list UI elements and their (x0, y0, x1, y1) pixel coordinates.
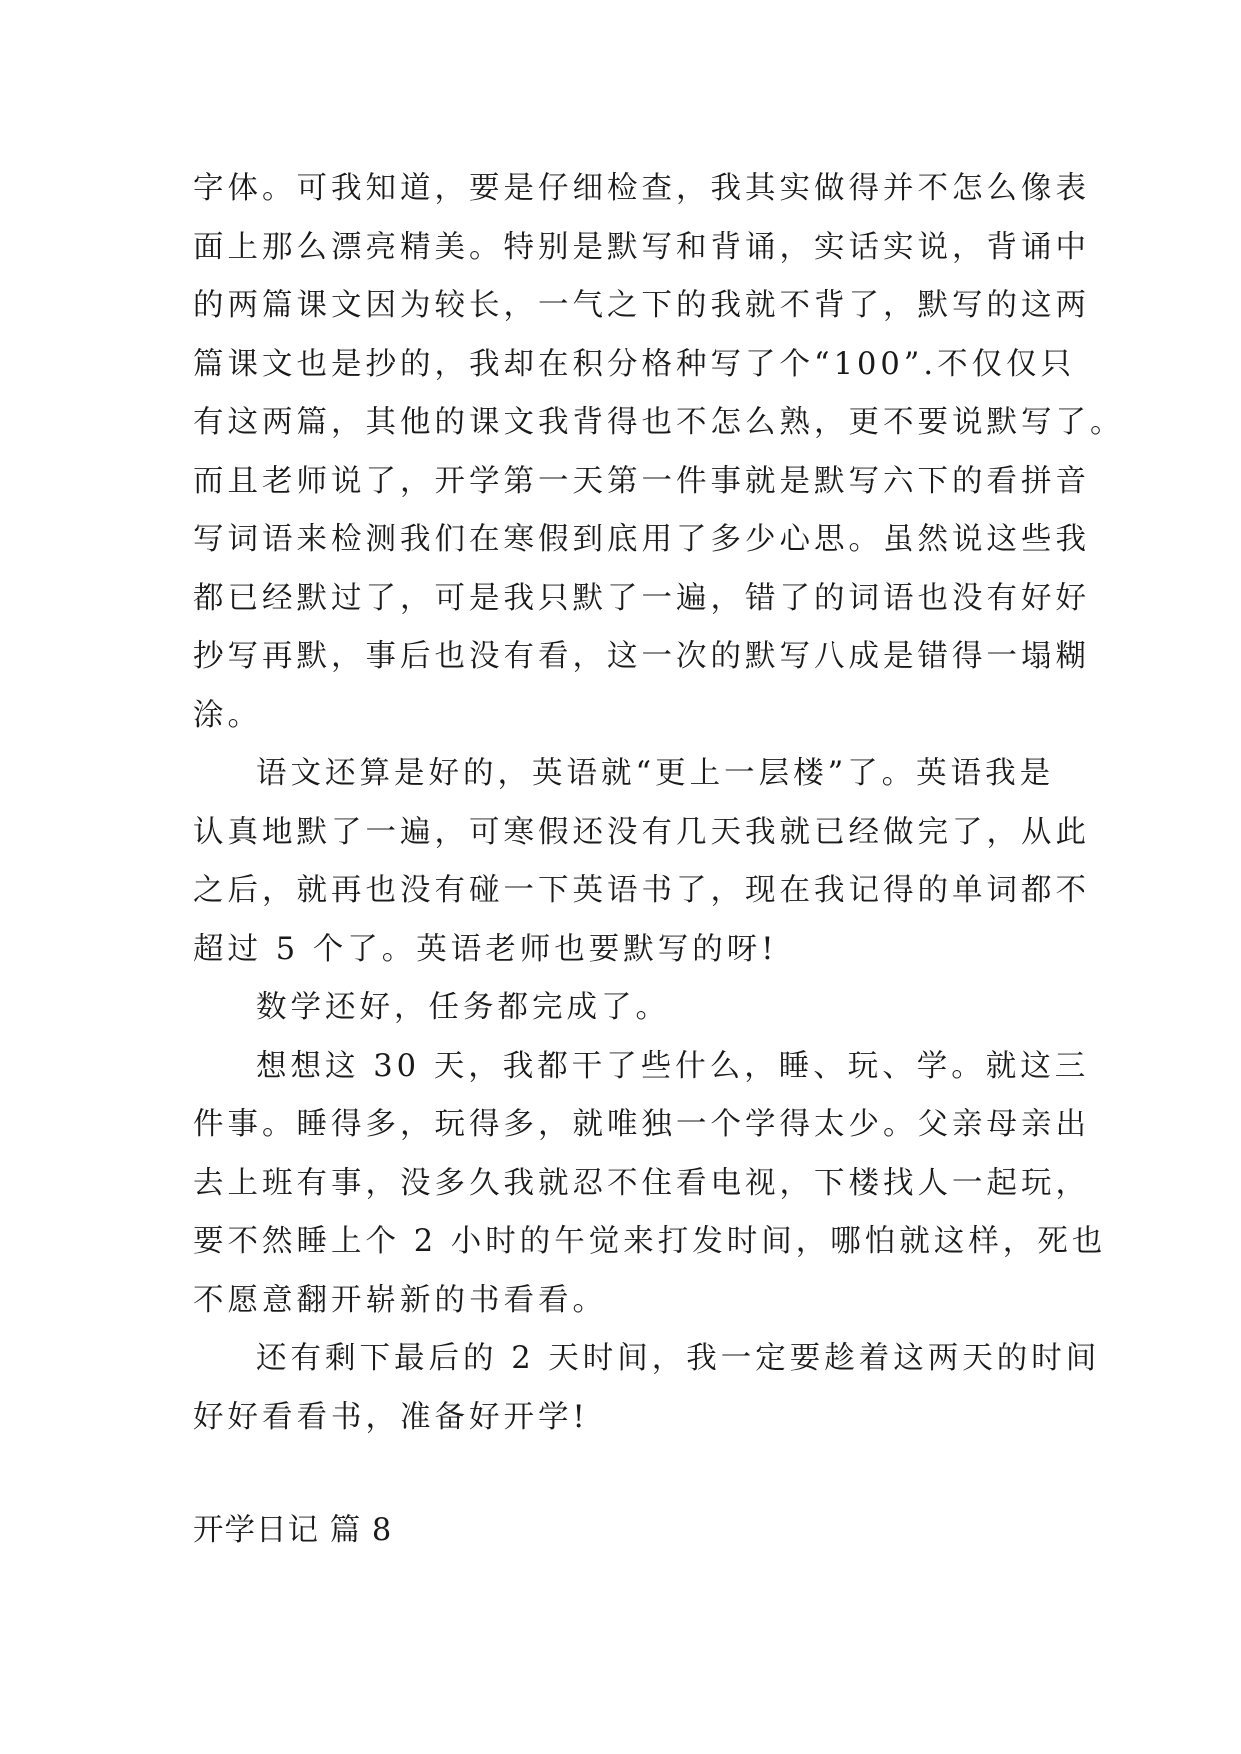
text-line: 都已经默过了，可是我只默了一遍，错了的词语也没有好好 (193, 580, 1090, 616)
document-body (193, 160, 1125, 1447)
text-line: 篇课文也是抄的，我却在积分格种写了个“100”.不仅仅只 (193, 346, 1076, 382)
text-line: 有这两篇，其他的课文我背得也不怎么熟，更不要说默写了。 (193, 405, 1125, 440)
text-line: 数学还好，任务都完成了。 (256, 990, 670, 1025)
text-line: 还有剩下最后的 2 天时间，我一定要趁着这两天的时间 (256, 1341, 1101, 1376)
text-line: 的两篇课文因为较长，一气之下的我就不背了，默写的这两 (193, 288, 1090, 323)
paragraph-4 (193, 1038, 1107, 1331)
paragraph-5 (193, 1330, 1101, 1447)
text-line: 想想这 30 天，我都干了些什么，睡、玩、学。就这三 (256, 1048, 1090, 1084)
text-line: 写词语来检测我们在寒假到底用了多少心思。虽然说这些我 (193, 522, 1090, 557)
text-line: 抄写再默，事后也没有看，这一次的默写八成是错得一塌糊 (193, 639, 1090, 674)
paragraph-1 (193, 160, 1125, 745)
text-line: 而且老师说了，开学第一天第一件事就是默写六下的看拼音 (193, 463, 1090, 499)
text-line: 要不然睡上个 2 小时的午觉来打发时间，哪怕就这样，死也 (193, 1224, 1107, 1259)
text-line: 面上那么漂亮精美。特别是默写和背诵，实话实说，背诵中 (193, 229, 1090, 265)
text-line: 之后，就再也没有碰一下英语书了，现在我记得的单词都不 (193, 873, 1090, 908)
text-line: 语文还算是好的，英语就“更上一层楼”了。英语我是 (256, 756, 1055, 791)
section-heading: 开学日记 篇 8 (193, 1513, 393, 1548)
text-line: 认真地默了一遍，可寒假还没有几天我就已经做完了，从此 (193, 814, 1090, 850)
text-line: 好好看看书，准备好开学! (193, 1399, 589, 1435)
paragraph-3 (193, 979, 1073, 1038)
paragraph-2 (193, 745, 1090, 979)
text-line: 超过 5 个了。英语老师也要默写的呀! (193, 931, 778, 967)
text-line: 去上班有事，没多久我就忍不住看电视，下楼找人一起玩， (193, 1165, 1090, 1201)
text-line: 涂。 (193, 697, 262, 733)
text-line: 件事。睡得多，玩得多，就唯独一个学得太少。父亲母亲出 (193, 1107, 1090, 1142)
text-line: 不愿意翻开崭新的书看看。 (193, 1282, 607, 1318)
text-line: 字体。可我知道，要是仔细检查，我其实做得并不怎么像表 (193, 171, 1090, 206)
